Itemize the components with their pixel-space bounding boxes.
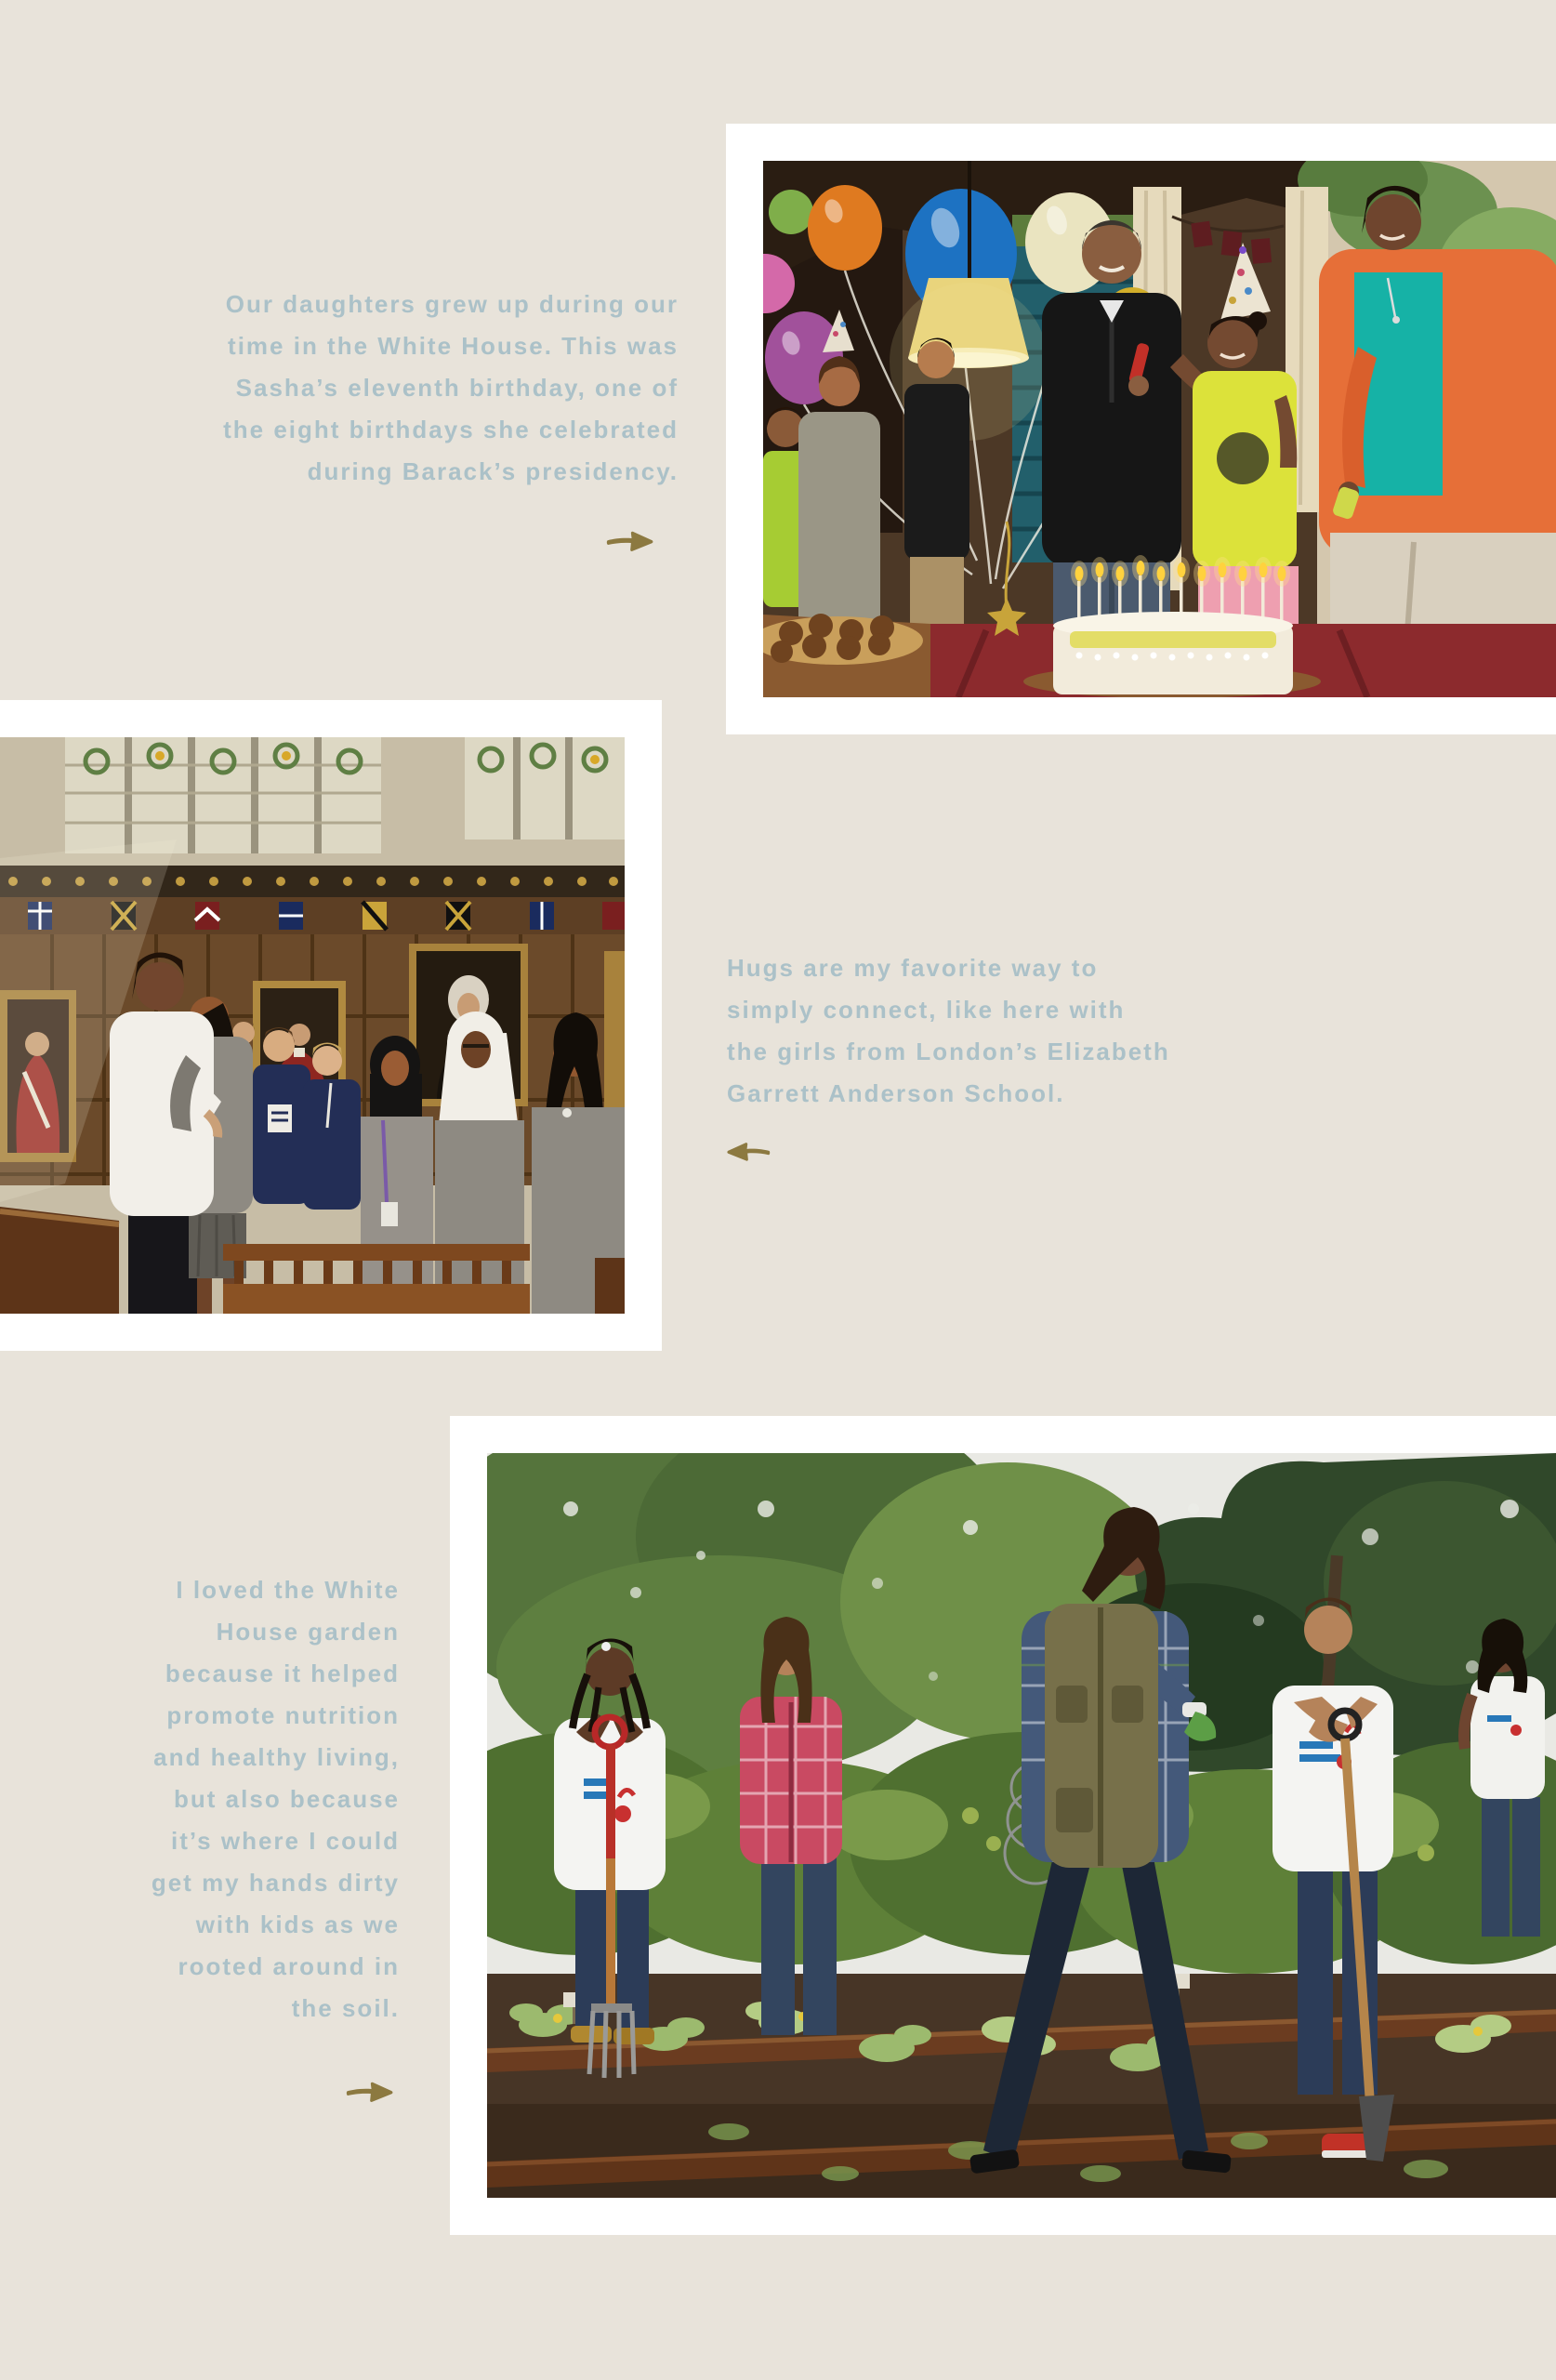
school-photo-illustration	[0, 737, 625, 1314]
photo-garden-digging	[450, 1416, 1556, 2235]
caption-line: House garden	[216, 1618, 400, 1646]
caption-line: because it helped	[165, 1659, 400, 1687]
caption-line: Our daughters grew up during our	[225, 290, 679, 318]
caption-line: the girls from London’s Elizabeth	[727, 1038, 1170, 1065]
caption-line: and healthy living,	[153, 1743, 400, 1771]
birthday-photo-illustration	[763, 161, 1556, 697]
caption-line: Sasha’s eleventh birthday, one of	[235, 374, 679, 402]
caption-line: the eight birthdays she celebrated	[223, 416, 679, 443]
caption-line: time in the White House. This was	[228, 332, 679, 360]
caption-line: Garrett Anderson School.	[727, 1079, 1065, 1107]
caption-school	[727, 947, 1236, 1115]
caption-birthday	[135, 284, 679, 493]
arrow-right-icon	[606, 526, 654, 558]
caption-line: promote nutrition	[166, 1701, 400, 1729]
caption-line: the soil.	[291, 1994, 400, 2022]
arrow-left-icon	[726, 1138, 771, 1167]
caption-line: with kids as we	[195, 1911, 400, 1938]
caption-line: I loved the White	[176, 1576, 400, 1604]
caption-garden	[104, 1569, 400, 2030]
caption-line: rooted around in	[178, 1952, 400, 1980]
photo-school-hug	[0, 700, 662, 1351]
caption-line: it’s where I could	[171, 1827, 400, 1855]
caption-line: but also because	[174, 1785, 400, 1813]
caption-line: simply connect, like here with	[727, 996, 1126, 1024]
caption-line: during Barack’s presidency.	[307, 457, 679, 485]
garden-photo-illustration	[487, 1453, 1556, 2198]
photo-birthday-party	[726, 124, 1556, 734]
arrow-right-icon	[346, 2077, 394, 2109]
caption-line: get my hands dirty	[151, 1869, 400, 1897]
caption-line: Hugs are my favorite way to	[727, 954, 1099, 982]
